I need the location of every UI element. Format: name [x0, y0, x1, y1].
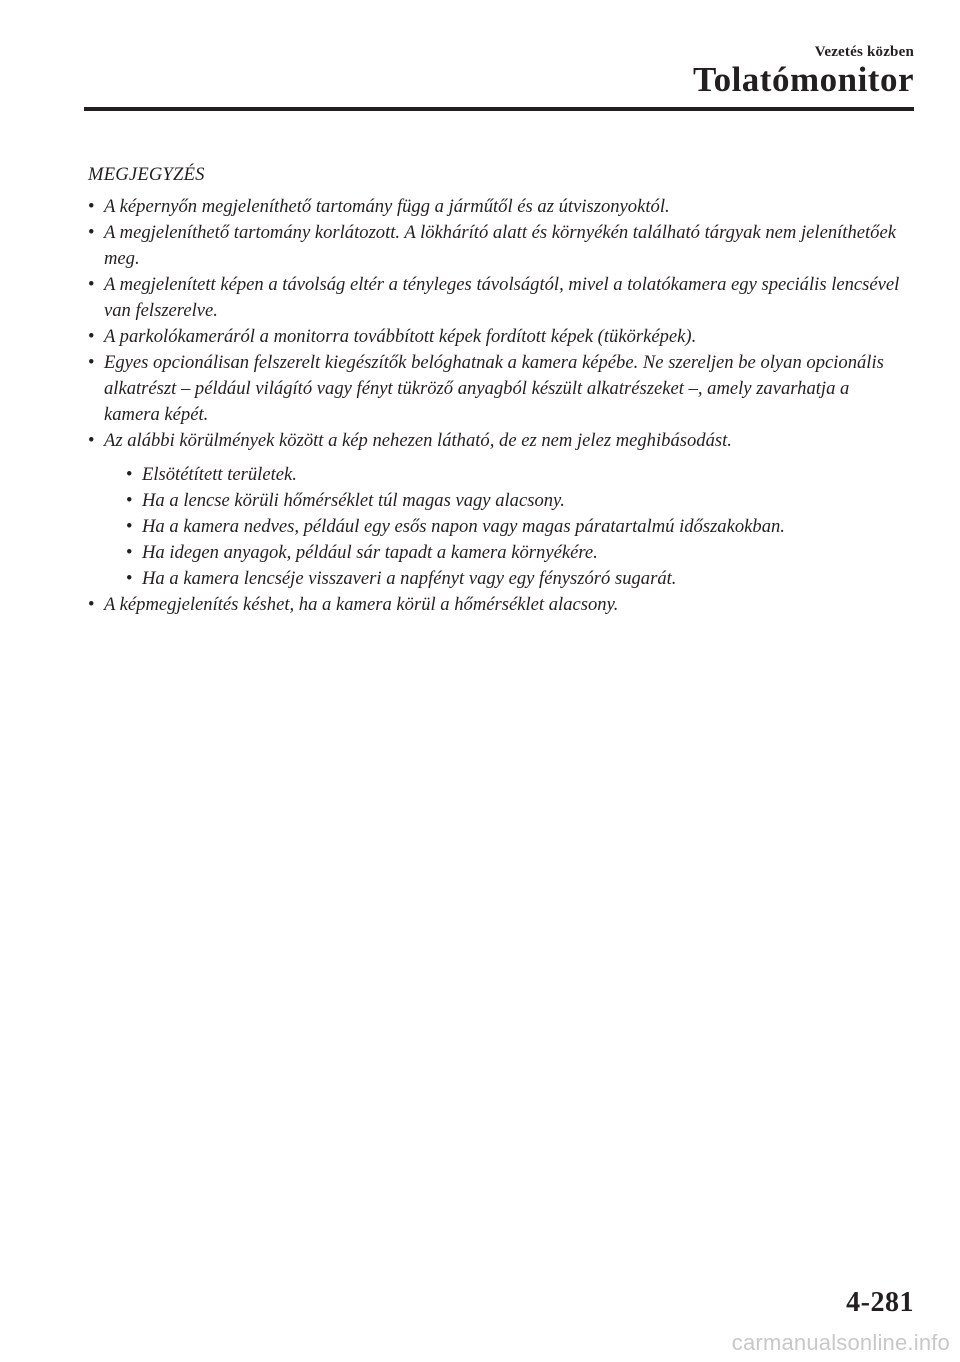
bullet-icon: •: [88, 430, 95, 451]
note-item: [88, 272, 908, 324]
condition-item-text: Ha idegen anyagok, például sár tapadt a kamera környékére.: [142, 542, 598, 563]
condition-list: [104, 462, 908, 592]
note-item: [88, 350, 908, 428]
header-divider: [84, 107, 914, 111]
note-item: [88, 220, 908, 272]
note-item-text: A parkolókameráról a monitorra továbbított képek fordított képek (tükörképek).: [104, 326, 697, 347]
bullet-icon: •: [88, 352, 95, 373]
note-block: [88, 162, 908, 618]
bullet-icon: •: [126, 542, 133, 563]
bullet-icon: •: [126, 464, 133, 485]
bullet-icon: •: [88, 594, 95, 615]
condition-item: [126, 566, 908, 592]
bullet-icon: •: [88, 326, 95, 347]
condition-item: [126, 514, 908, 540]
bullet-icon: •: [126, 568, 133, 589]
page-title: Tolatómonitor: [692, 60, 914, 99]
note-item-text: A megjelenített képen a távolság eltér a tényleges távolságtól, mivel a tolatókamera egy speciális lencsével van felszerelve.: [104, 274, 900, 321]
condition-item-text: Ha a lencse körüli hőmérséklet túl magas vagy alacsony.: [142, 490, 565, 511]
condition-item-text: Ha a kamera nedves, például egy esős napon vagy magas páratartalmú időszakokban.: [142, 516, 785, 537]
note-item-text: Az alábbi körülmények között a kép nehezen látható, de ez nem jelez meghibásodást.: [104, 430, 732, 451]
note-item: [88, 324, 908, 350]
bullet-icon: •: [126, 490, 133, 511]
condition-item: [126, 540, 908, 566]
note-item-text: A képernyőn megjeleníthető tartomány függ a járműtől és az útviszonyoktól.: [104, 196, 670, 217]
note-item: [88, 194, 908, 220]
page-number: 4-281: [846, 1287, 914, 1318]
condition-item: [126, 462, 908, 488]
bullet-icon: •: [126, 516, 133, 537]
section-name: Vezetés közben: [814, 44, 914, 60]
note-item: [88, 428, 908, 592]
condition-item: [126, 488, 908, 514]
note-item-text: Egyes opcionálisan felszerelt kiegészítők belóghatnak a kamera képébe. Ne szereljen be olyan opcionális alkatrészt – például világító vagy fényt tükröző anyagból készült alkatrészeket –, amely zavarhatja a kamera képét.: [104, 352, 884, 425]
note-item: [88, 592, 908, 618]
bullet-icon: •: [88, 222, 95, 243]
note-heading: MEGJEGYZÉS: [88, 164, 205, 185]
condition-item-text: Ha a kamera lencséje visszaveri a napfényt vagy egy fényszóró sugarát.: [142, 568, 677, 589]
condition-item-text: Elsötétített területek.: [142, 464, 297, 485]
watermark-link[interactable]: carmanualsonline.info: [731, 1330, 950, 1355]
bullet-icon: •: [88, 274, 95, 295]
bullet-icon: •: [88, 196, 95, 217]
note-item-text: A képmegjelenítés késhet, ha a kamera körül a hőmérséklet alacsony.: [104, 594, 619, 615]
note-item-text: A megjeleníthető tartomány korlátozott. A lökhárító alatt és környékén található tárgyak nem jeleníthetőek meg.: [104, 222, 896, 269]
note-list: [88, 194, 908, 618]
